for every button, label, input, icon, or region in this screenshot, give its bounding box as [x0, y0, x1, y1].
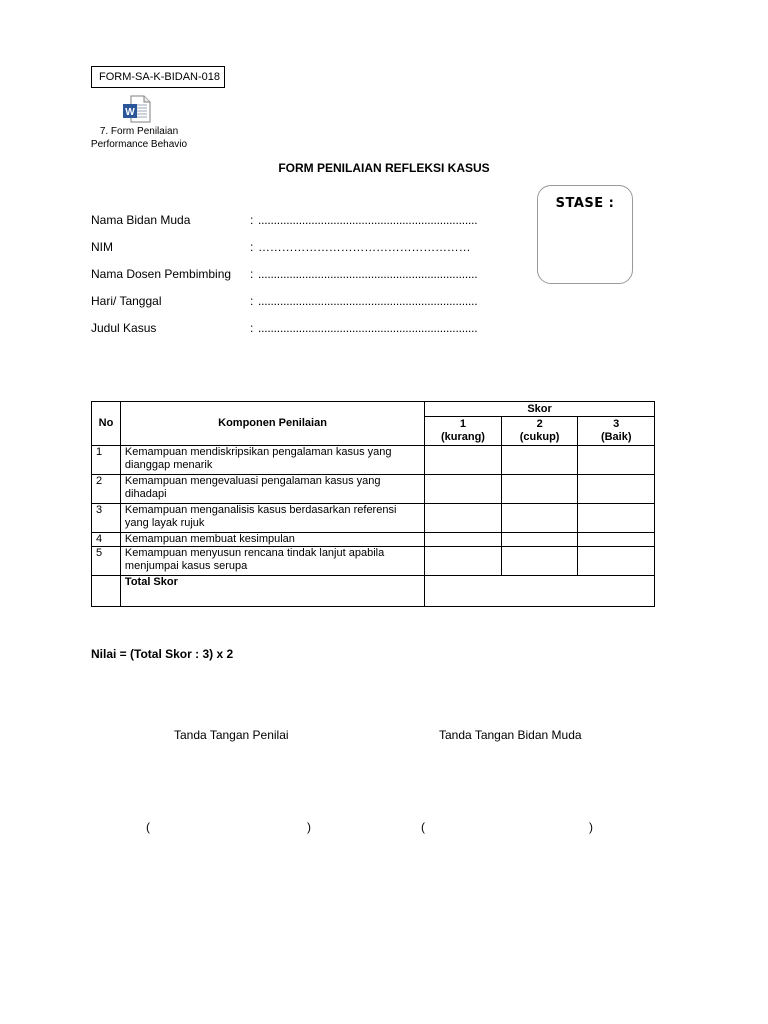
row-component: Kemampuan mengevaluasi pengalaman kasus yang dihadapi	[120, 475, 424, 504]
row-no: 2	[92, 475, 121, 504]
assessor-name-close-paren: )	[307, 820, 311, 834]
score-level-value: 1	[459, 418, 467, 430]
field-blank[interactable]: ......................................................................	[258, 213, 478, 227]
form-code-box	[91, 66, 225, 88]
field-colon: :	[250, 267, 254, 281]
row-component: Kemampuan menyusun rencana tindak lanjut apabila menjumpai kasus serupa	[120, 547, 424, 576]
student-name-close-paren: )	[589, 820, 593, 834]
table-row	[92, 504, 655, 533]
score-cell[interactable]	[501, 446, 578, 475]
attachment-label-line2: Performance Behavio	[90, 139, 188, 150]
score-cell[interactable]	[425, 475, 502, 504]
score-cell[interactable]	[501, 475, 578, 504]
score-level-value: 3	[613, 418, 620, 430]
form-title: FORM PENILAIAN REFLEKSI KASUS	[278, 161, 490, 175]
stase-label: STASE :	[555, 196, 615, 211]
stase-box	[537, 185, 633, 284]
row-component: Kemampuan membuat kesimpulan	[120, 533, 424, 547]
row-component: Kemampuan menganalisis kasus berdasarkan referensi yang layak rujuk	[120, 504, 424, 533]
score-level-label: (cukup)	[519, 431, 560, 443]
score-cell[interactable]	[501, 547, 578, 576]
col-score-header: Skor	[425, 402, 655, 417]
word-document-icon[interactable]	[122, 94, 152, 124]
table-header-row	[92, 402, 655, 417]
table-row	[92, 446, 655, 475]
total-no-cell	[92, 576, 121, 607]
score-cell[interactable]	[501, 533, 578, 547]
total-score-cell[interactable]	[425, 576, 655, 607]
field-blank[interactable]: ………………………………………………	[258, 240, 471, 254]
attachment-label-line1: 7. Form Penilaian	[99, 126, 179, 137]
score-cell[interactable]	[578, 475, 655, 504]
field-blank[interactable]: ......................................................................	[258, 294, 478, 308]
field-blank[interactable]: ......................................................................	[258, 267, 478, 281]
score-cell[interactable]	[425, 533, 502, 547]
svg-text:W: W	[125, 107, 135, 118]
field-colon: :	[250, 213, 254, 227]
field-label: Nama Dosen Pembimbing	[91, 267, 232, 281]
table-row	[92, 533, 655, 547]
score-level-value: 2	[536, 418, 543, 430]
score-cell[interactable]	[578, 504, 655, 533]
col-no-header: No	[92, 402, 121, 446]
row-no: 4	[92, 533, 121, 547]
field-judul-kasus	[91, 321, 491, 339]
student-signature-label: Tanda Tangan Bidan Muda	[439, 728, 582, 742]
score-level-label: (kurang)	[440, 431, 485, 443]
field-label: Nama Bidan Muda	[91, 213, 191, 227]
score-level-2-header	[501, 417, 578, 446]
field-nama-dosen-pembimbing	[91, 267, 491, 285]
row-no: 5	[92, 547, 121, 576]
field-colon: :	[250, 240, 254, 254]
field-label: Hari/ Tanggal	[91, 294, 162, 308]
field-hari-tanggal	[91, 294, 491, 312]
col-component-header: Komponen Penilaian	[120, 402, 424, 446]
assessor-signature-label: Tanda Tangan Penilai	[174, 728, 289, 742]
score-cell[interactable]	[578, 446, 655, 475]
score-cell[interactable]	[578, 533, 655, 547]
total-row	[92, 576, 655, 607]
score-cell[interactable]	[425, 504, 502, 533]
score-level-1-header	[425, 417, 502, 446]
score-cell[interactable]	[501, 504, 578, 533]
row-no: 1	[92, 446, 121, 475]
field-blank[interactable]: ......................................................................	[258, 321, 478, 335]
field-nama-bidan-muda	[91, 213, 491, 231]
score-cell[interactable]	[578, 547, 655, 576]
attachment-label[interactable]	[89, 125, 189, 151]
table-row	[92, 475, 655, 504]
form-code: FORM-SA-K-BIDAN-018	[99, 71, 221, 83]
score-formula: Nilai = (Total Skor : 3) x 2	[91, 647, 234, 661]
field-colon: :	[250, 321, 254, 335]
score-cell[interactable]	[425, 547, 502, 576]
score-level-3-header	[578, 417, 655, 446]
row-no: 3	[92, 504, 121, 533]
field-label: Judul Kasus	[91, 321, 157, 335]
table-row	[92, 547, 655, 576]
assessor-name-open-paren: (	[146, 820, 150, 834]
score-cell[interactable]	[425, 446, 502, 475]
field-colon: :	[250, 294, 254, 308]
total-label: Total Skor	[120, 576, 424, 607]
field-nim	[91, 240, 491, 258]
student-name-open-paren: (	[421, 820, 425, 834]
field-label: NIM	[91, 240, 113, 254]
row-component: Kemampuan mendiskripsikan pengalaman kasus yang dianggap menarik	[120, 446, 424, 475]
assessment-table	[91, 401, 655, 607]
score-level-label: (Baik)	[600, 431, 632, 443]
